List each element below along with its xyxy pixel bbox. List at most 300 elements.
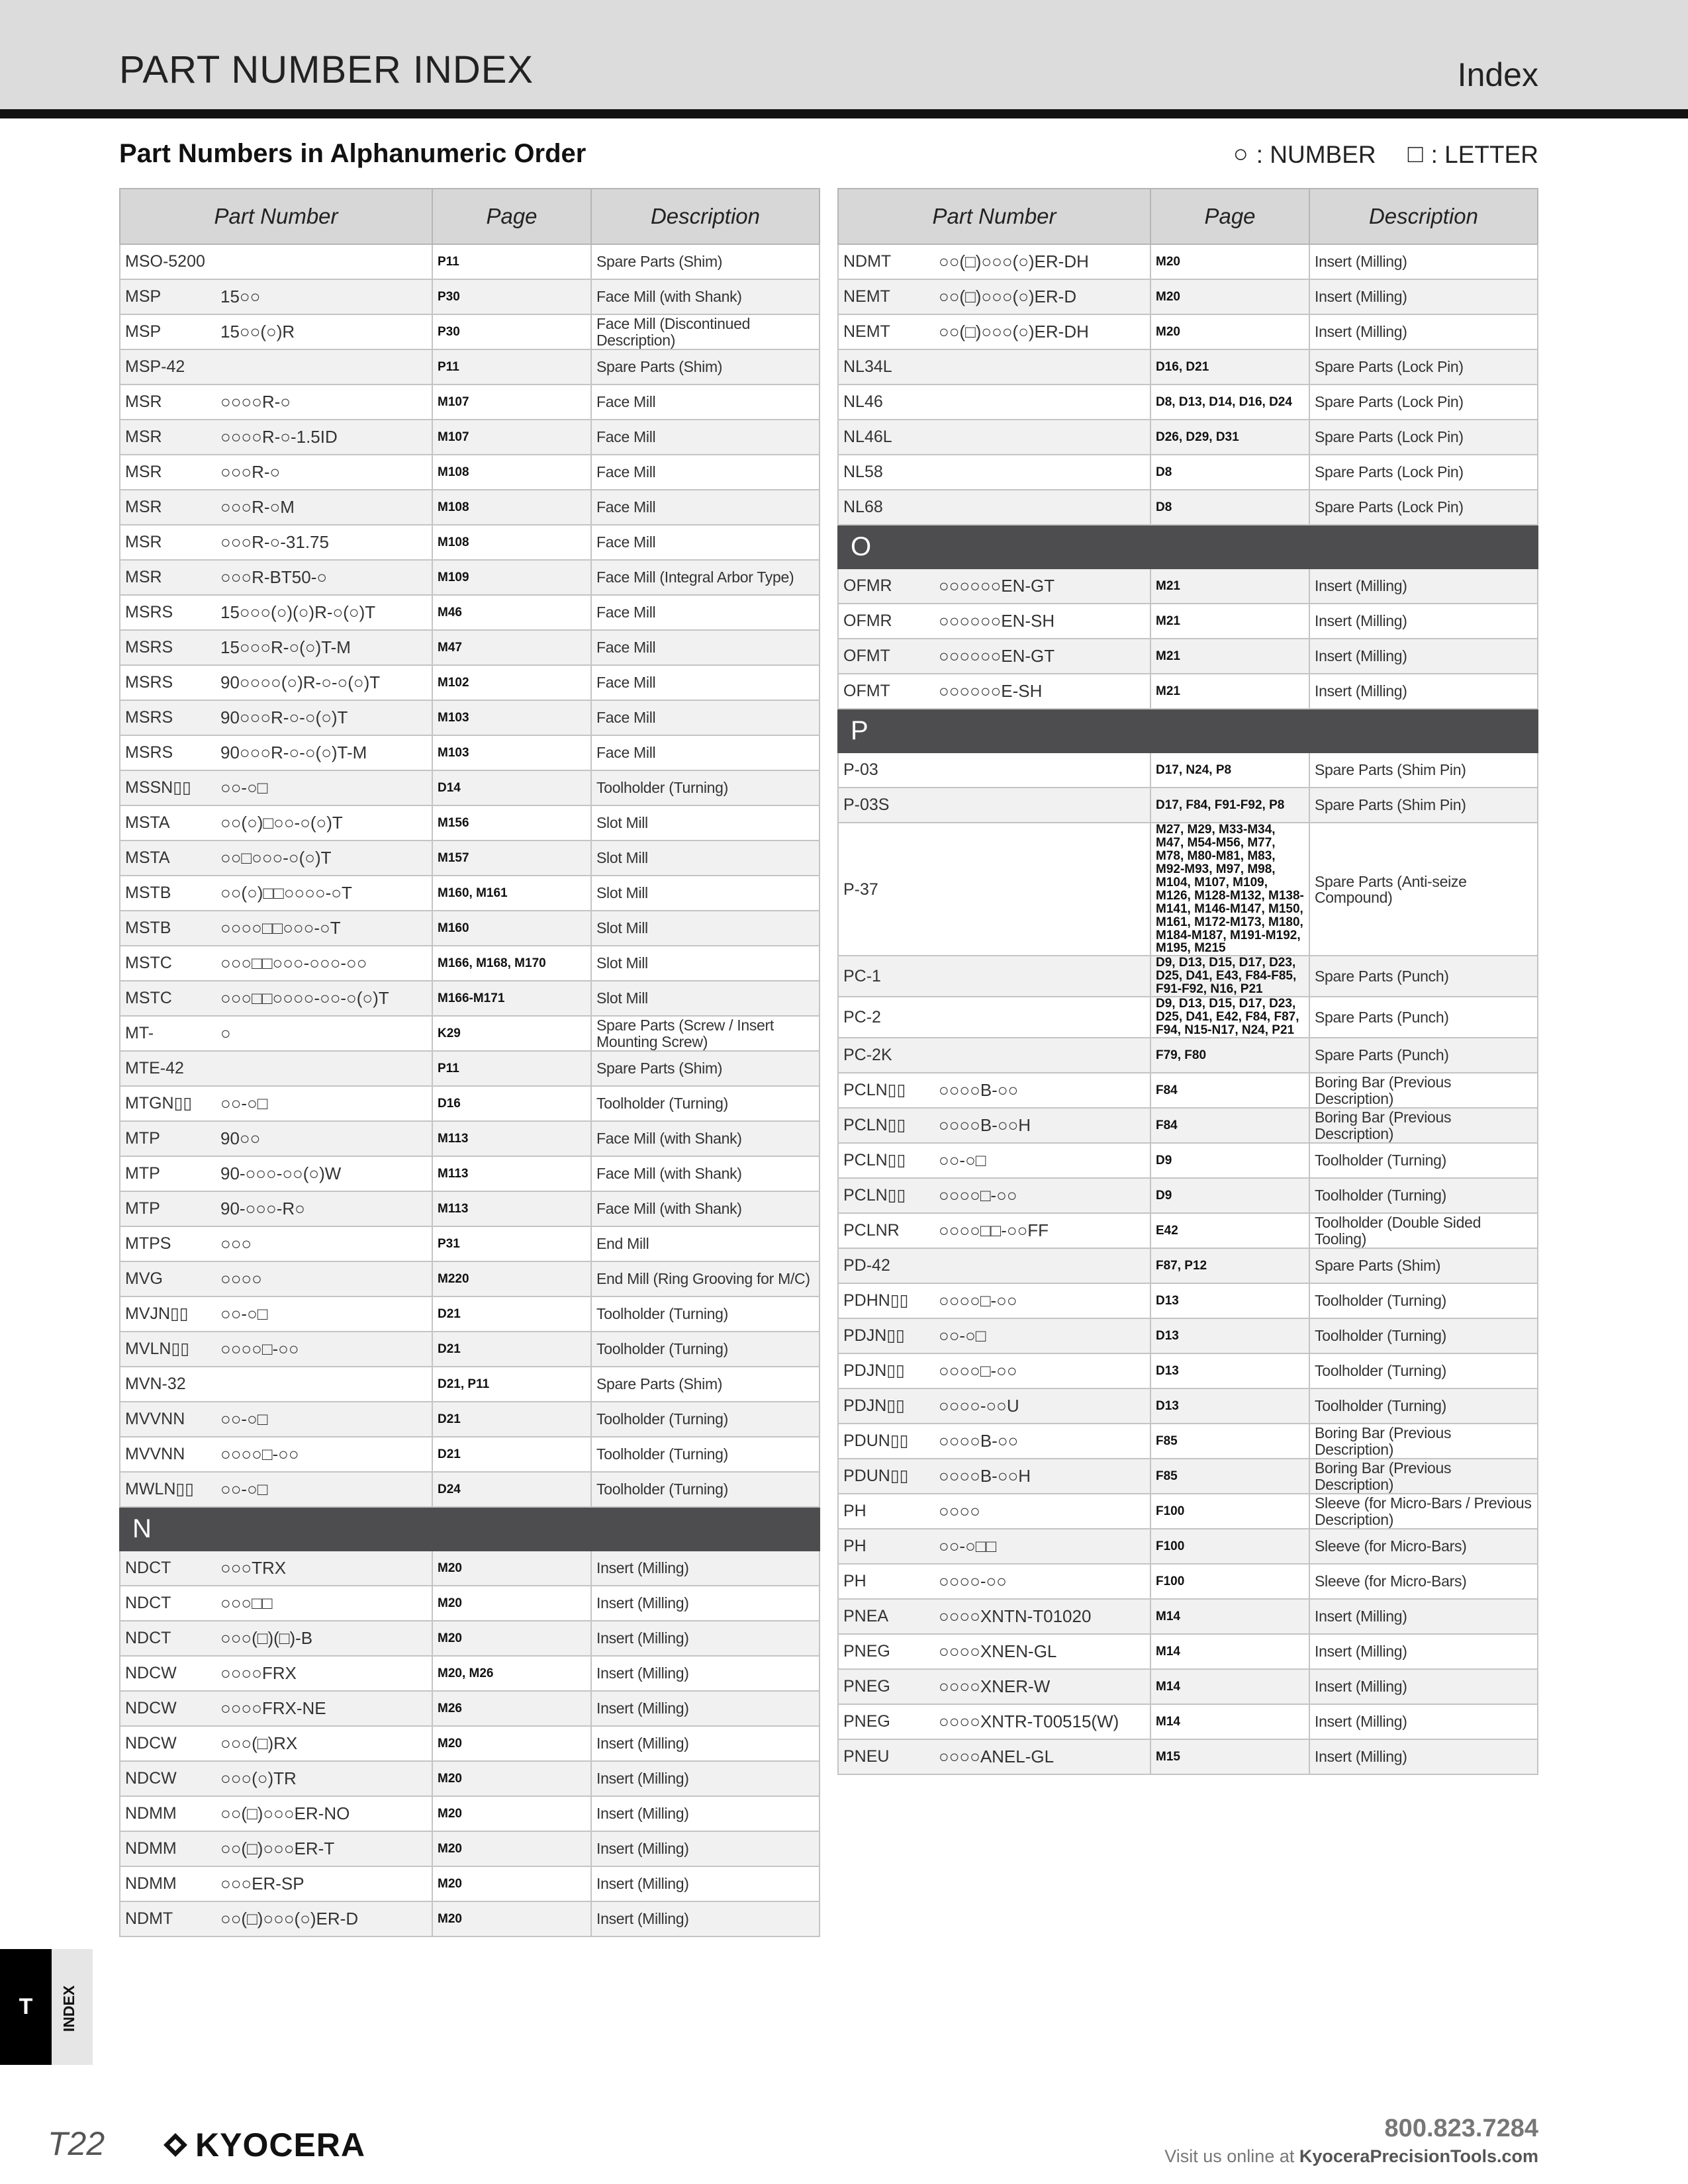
legend-letter: : LETTER	[1430, 140, 1538, 168]
part-prefix: NL68	[838, 490, 934, 525]
table-row	[838, 1143, 1538, 1178]
part-prefix: PH	[838, 1529, 934, 1564]
table-row	[120, 805, 820, 841]
part-pattern	[934, 1248, 1150, 1283]
part-description: Toolholder (Turning)	[591, 1297, 820, 1332]
table-row	[120, 244, 820, 279]
part-description: Face Mill	[591, 420, 820, 455]
part-pattern: ○○○○ANEL-GL	[934, 1739, 1150, 1774]
part-pattern	[216, 1367, 432, 1402]
part-prefix: NDMT	[120, 1901, 216, 1936]
part-prefix: PCLNR	[838, 1213, 934, 1248]
part-description: Spare Parts (Shim)	[591, 244, 820, 279]
part-pattern: ○○○○	[216, 1261, 432, 1297]
part-pattern	[934, 385, 1150, 420]
part-prefix: MSTB	[120, 911, 216, 946]
part-pattern	[934, 1038, 1150, 1073]
table-row	[120, 1156, 820, 1191]
table-row	[838, 788, 1538, 823]
table-row	[838, 674, 1538, 709]
part-prefix: OFMR	[838, 604, 934, 639]
part-pattern: ○○(□)○○○(○)ER-DH	[934, 244, 1150, 279]
part-description: Insert (Milling)	[591, 1901, 820, 1936]
part-pattern: ○○(○)□□○○○○-○T	[216, 876, 432, 911]
page-ref: M47	[432, 630, 591, 665]
part-description: Face Mill	[591, 595, 820, 630]
part-prefix: MTE-42	[120, 1051, 216, 1086]
part-prefix: MTGN▯▯	[120, 1086, 216, 1121]
symbol-legend	[1233, 140, 1538, 169]
part-description: Spare Parts (Lock Pin)	[1309, 385, 1538, 420]
part-description: Sleeve (for Micro-Bars / Previous Description)	[1309, 1494, 1538, 1529]
page-ref: M166, M168, M170	[432, 946, 591, 981]
part-prefix: NDCT	[120, 1621, 216, 1656]
page-ref: M113	[432, 1156, 591, 1191]
page-ref: M157	[432, 841, 591, 876]
table-row	[838, 1564, 1538, 1599]
page-ref: M20	[432, 1831, 591, 1866]
part-description: Insert (Milling)	[1309, 639, 1538, 674]
part-pattern: ○○(○)□○○-○(○)T	[216, 805, 432, 841]
table-row	[838, 385, 1538, 420]
table-row	[838, 1494, 1538, 1529]
part-pattern: ○○○○R-○-1.5ID	[216, 420, 432, 455]
page-ref: M27, M29, M33-M34, M47, M54-M56, M77, M78, M80-M81, M83, M92-M93, M97, M98, M104, M107, M109, M126, M128-M132, M138-M141, M146-M147, M150, M161, M172-M173, M180, M184-M187, M191-M192, M195, M215	[1150, 823, 1309, 956]
part-prefix: OFMT	[838, 674, 934, 709]
part-description: Insert (Milling)	[591, 1551, 820, 1586]
part-description: Face Mill (with Shank)	[591, 279, 820, 314]
page-ref: M20	[432, 1726, 591, 1761]
part-index-table-right	[837, 188, 1538, 1775]
part-pattern: ○○○○-○○U	[934, 1388, 1150, 1424]
page-ref: M107	[432, 420, 591, 455]
section-letter: O	[838, 525, 1538, 569]
part-pattern: ○○(□)○○○(○)ER-D	[934, 279, 1150, 314]
table-row	[838, 1739, 1538, 1774]
page-ref: M156	[432, 805, 591, 841]
part-pattern	[934, 823, 1150, 956]
table-row	[838, 823, 1538, 956]
table-row	[838, 1353, 1538, 1388]
part-description: Toolholder (Turning)	[1309, 1178, 1538, 1213]
part-prefix: OFMT	[838, 639, 934, 674]
part-prefix: PDJN▯▯	[838, 1388, 934, 1424]
page-ref: D9	[1150, 1178, 1309, 1213]
part-pattern: ○○○○R-○	[216, 385, 432, 420]
part-pattern	[934, 420, 1150, 455]
table-row	[120, 455, 820, 490]
part-prefix: PDUN▯▯	[838, 1424, 934, 1459]
part-prefix: MSTC	[120, 981, 216, 1016]
part-description: Toolholder (Turning)	[591, 770, 820, 805]
part-description: Spare Parts (Shim)	[591, 349, 820, 385]
part-pattern: ○○○○XNTR-T00515(W)	[934, 1704, 1150, 1739]
part-description: Insert (Milling)	[591, 1656, 820, 1691]
part-prefix: MTPS	[120, 1226, 216, 1261]
page-ref: M20	[432, 1551, 591, 1586]
part-description: Insert (Milling)	[591, 1726, 820, 1761]
page-ref: D21	[432, 1332, 591, 1367]
part-description: Toolholder (Turning)	[1309, 1143, 1538, 1178]
page-ref: D16	[432, 1086, 591, 1121]
part-prefix: PNEG	[838, 1634, 934, 1669]
table-row	[120, 1086, 820, 1121]
table-row	[120, 1402, 820, 1437]
part-description: Spare Parts (Shim)	[1309, 1248, 1538, 1283]
part-prefix: PD-42	[838, 1248, 934, 1283]
part-prefix: MSP-42	[120, 349, 216, 385]
table-row	[120, 911, 820, 946]
table-row	[120, 1551, 820, 1586]
page-ref: D21, P11	[432, 1367, 591, 1402]
part-pattern	[216, 244, 432, 279]
header-rule	[0, 109, 1688, 118]
page-ref: M20	[432, 1866, 591, 1901]
square-icon: □	[1407, 140, 1423, 168]
part-description: Insert (Milling)	[591, 1761, 820, 1796]
table-row	[838, 1283, 1538, 1318]
part-description: Face Mill	[591, 665, 820, 700]
part-pattern: 15○○○R-○(○)T-M	[216, 630, 432, 665]
part-pattern: ○○-○□	[216, 1402, 432, 1437]
part-prefix: MSTA	[120, 805, 216, 841]
phone-number: 800.823.7284	[1384, 2115, 1538, 2142]
part-description: Boring Bar (Previous Description)	[1309, 1459, 1538, 1494]
part-pattern	[216, 349, 432, 385]
page-ref: D9, D13, D15, D17, D23, D25, D41, E42, F84, F87, F94, N15-N17, N24, P21	[1150, 997, 1309, 1038]
part-prefix: NDMT	[838, 244, 934, 279]
part-description: Toolholder (Turning)	[1309, 1388, 1538, 1424]
page-ref: P30	[432, 314, 591, 349]
part-pattern: 15○○○(○)(○)R-○(○)T	[216, 595, 432, 630]
table-row	[120, 595, 820, 630]
table-row	[838, 349, 1538, 385]
kyocera-logo-icon	[162, 2132, 189, 2158]
page-ref: D21	[432, 1297, 591, 1332]
part-pattern: ○	[216, 1016, 432, 1051]
table-row	[120, 770, 820, 805]
table-row	[838, 1669, 1538, 1704]
table-row	[838, 1424, 1538, 1459]
table-row	[838, 1634, 1538, 1669]
page-ref: D13	[1150, 1283, 1309, 1318]
part-pattern	[934, 490, 1150, 525]
table-row	[120, 560, 820, 595]
page-ref: M14	[1150, 1634, 1309, 1669]
part-prefix: MVVNN	[120, 1402, 216, 1437]
part-prefix: NL46	[838, 385, 934, 420]
part-description: End Mill (Ring Grooving for M/C)	[591, 1261, 820, 1297]
part-prefix: MVVNN	[120, 1437, 216, 1472]
part-prefix: MSR	[120, 490, 216, 525]
part-pattern: ○○○R-○M	[216, 490, 432, 525]
part-prefix: NL46L	[838, 420, 934, 455]
part-description: Face Mill	[591, 490, 820, 525]
page-ref: F87, P12	[1150, 1248, 1309, 1283]
section-header	[838, 709, 1538, 752]
part-description: Insert (Milling)	[1309, 1599, 1538, 1634]
part-pattern: ○○○○○○EN-GT	[934, 639, 1150, 674]
table-row	[838, 956, 1538, 997]
table-row	[120, 279, 820, 314]
page-ref: M20	[1150, 244, 1309, 279]
page-ref: D8	[1150, 455, 1309, 490]
part-prefix: OFMR	[838, 569, 934, 604]
page-ref: M21	[1150, 569, 1309, 604]
part-description: Insert (Milling)	[1309, 1739, 1538, 1774]
page-ref: E42	[1150, 1213, 1309, 1248]
part-pattern	[934, 455, 1150, 490]
page-ref: F100	[1150, 1529, 1309, 1564]
page-ref: M220	[432, 1261, 591, 1297]
page-ref: M160, M161	[432, 876, 591, 911]
part-pattern: ○○○□□○○○-○○○-○○	[216, 946, 432, 981]
part-pattern: ○○○TRX	[216, 1551, 432, 1586]
part-pattern: ○○-○□	[216, 1086, 432, 1121]
part-description: Face Mill	[591, 700, 820, 735]
part-pattern: ○○○○□□○○○-○T	[216, 911, 432, 946]
part-prefix: MSR	[120, 385, 216, 420]
page-ref: M108	[432, 525, 591, 560]
part-prefix: PNEG	[838, 1704, 934, 1739]
part-prefix: PDJN▯▯	[838, 1353, 934, 1388]
part-description: Spare Parts (Shim)	[591, 1051, 820, 1086]
table-row	[838, 752, 1538, 788]
table-row	[838, 1704, 1538, 1739]
section-header	[120, 1507, 820, 1551]
page-ref: M14	[1150, 1704, 1309, 1739]
page-ref: D24	[432, 1472, 591, 1507]
page-ref: D13	[1150, 1318, 1309, 1353]
page-ref: M21	[1150, 604, 1309, 639]
part-description: Sleeve (for Micro-Bars)	[1309, 1529, 1538, 1564]
brand-name: KYOCERA	[195, 2126, 366, 2163]
part-prefix: MSRS	[120, 630, 216, 665]
part-pattern: ○○○○○○EN-GT	[934, 569, 1150, 604]
part-pattern: ○○○○○○E-SH	[934, 674, 1150, 709]
page-ref: D17, F84, F91-F92, P8	[1150, 788, 1309, 823]
table-row	[120, 1831, 820, 1866]
legend-number: : NUMBER	[1256, 140, 1376, 168]
page-ref: M20	[432, 1586, 591, 1621]
part-pattern	[934, 997, 1150, 1038]
left-table-body	[120, 244, 820, 1936]
part-prefix: MSRS	[120, 665, 216, 700]
part-pattern: ○○(□)○○○ER-T	[216, 1831, 432, 1866]
table-row	[120, 1472, 820, 1507]
table-row	[120, 1297, 820, 1332]
page-ref: P31	[432, 1226, 591, 1261]
part-pattern: ○○○R-○-31.75	[216, 525, 432, 560]
part-prefix: PNEU	[838, 1739, 934, 1774]
part-pattern	[216, 1051, 432, 1086]
side-tab-letter[interactable]: T	[0, 1949, 52, 2065]
part-pattern: ○○○○-○○	[934, 1564, 1150, 1599]
part-description: End Mill	[591, 1226, 820, 1261]
page-ref: M109	[432, 560, 591, 595]
part-description: Spare Parts (Punch)	[1309, 956, 1538, 997]
page-ref: D9, D13, D15, D17, D23, D25, D41, E43, F84-F85, F91-F92, N16, P21	[1150, 956, 1309, 997]
part-pattern: ○○○○XNTN-T01020	[934, 1599, 1150, 1634]
part-description: Toolholder (Turning)	[1309, 1318, 1538, 1353]
part-prefix: P-03	[838, 752, 934, 788]
part-prefix: MSSN▯▯	[120, 770, 216, 805]
part-pattern: ○○○(□)RX	[216, 1726, 432, 1761]
table-row	[838, 1248, 1538, 1283]
part-prefix: PCLN▯▯	[838, 1108, 934, 1143]
part-pattern: ○○(□)○○○ER-NO	[216, 1796, 432, 1831]
table-row	[838, 455, 1538, 490]
table-row	[838, 604, 1538, 639]
part-description: Slot Mill	[591, 911, 820, 946]
part-description: Face Mill	[591, 630, 820, 665]
part-prefix: MSO-5200	[120, 244, 216, 279]
part-pattern: ○○○○□-○○	[216, 1437, 432, 1472]
index-subtitle: Part Numbers in Alphanumeric Order	[119, 139, 586, 168]
part-prefix: PC-2	[838, 997, 934, 1038]
page-ref: D9	[1150, 1143, 1309, 1178]
table-row	[120, 1901, 820, 1936]
part-prefix: MSR	[120, 560, 216, 595]
part-prefix: NEMT	[838, 279, 934, 314]
page-ref: M113	[432, 1121, 591, 1156]
part-pattern: ○○○○B-○○	[934, 1424, 1150, 1459]
part-prefix: MSRS	[120, 700, 216, 735]
col-header-page: Page	[1150, 189, 1309, 244]
page-ref: M20	[432, 1621, 591, 1656]
part-description: Insert (Milling)	[1309, 674, 1538, 709]
part-index-table-left	[119, 188, 820, 1937]
table-row	[120, 1332, 820, 1367]
page-ref: M103	[432, 735, 591, 770]
part-prefix: NDCT	[120, 1551, 216, 1586]
part-pattern: ○○○	[216, 1226, 432, 1261]
part-prefix: MVJN▯▯	[120, 1297, 216, 1332]
table-row	[838, 1108, 1538, 1143]
page-ref: M20	[1150, 279, 1309, 314]
kyocera-logo	[162, 2126, 365, 2164]
page-ref: M166-M171	[432, 981, 591, 1016]
part-prefix: NDMM	[120, 1796, 216, 1831]
part-pattern: ○○-○□	[934, 1318, 1150, 1353]
table-row	[120, 1726, 820, 1761]
visit-prefix: Visit us online at	[1164, 2146, 1295, 2166]
col-header-description: Description	[591, 189, 820, 244]
page-ref: M108	[432, 455, 591, 490]
part-prefix: PDHN▯▯	[838, 1283, 934, 1318]
part-prefix: MSRS	[120, 595, 216, 630]
page-ref: M108	[432, 490, 591, 525]
part-pattern	[934, 956, 1150, 997]
part-description: Insert (Milling)	[1309, 1634, 1538, 1669]
section-letter: N	[120, 1507, 820, 1551]
table-row	[120, 1191, 820, 1226]
page-ref: M20	[1150, 314, 1309, 349]
page-ref: D21	[432, 1402, 591, 1437]
table-row	[120, 1621, 820, 1656]
table-row	[120, 385, 820, 420]
part-pattern: ○○○○XNEN-GL	[934, 1634, 1150, 1669]
part-description: Insert (Milling)	[1309, 314, 1538, 349]
part-prefix: NDMM	[120, 1866, 216, 1901]
page-ref: P11	[432, 1051, 591, 1086]
part-description: Slot Mill	[591, 946, 820, 981]
part-prefix: PH	[838, 1494, 934, 1529]
page-ref: M20	[432, 1901, 591, 1936]
page-ref: D14	[432, 770, 591, 805]
part-description: Insert (Milling)	[591, 1691, 820, 1726]
part-description: Toolholder (Turning)	[1309, 1353, 1538, 1388]
part-prefix: MVN-32	[120, 1367, 216, 1402]
part-description: Insert (Milling)	[591, 1621, 820, 1656]
part-pattern: ○○○(○)TR	[216, 1761, 432, 1796]
table-row	[120, 1051, 820, 1086]
page-ref: F84	[1150, 1108, 1309, 1143]
part-description: Spare Parts (Screw / Insert Mounting Screw)	[591, 1016, 820, 1051]
table-row	[838, 314, 1538, 349]
part-prefix: PNEG	[838, 1669, 934, 1704]
website-link[interactable]: KyoceraPrecisionTools.com	[1299, 2146, 1538, 2166]
part-description: Slot Mill	[591, 876, 820, 911]
table-row	[120, 349, 820, 385]
part-description: Spare Parts (Shim Pin)	[1309, 788, 1538, 823]
page-ref: D16, D21	[1150, 349, 1309, 385]
page-ref: D17, N24, P8	[1150, 752, 1309, 788]
col-header-part-number: Part Number	[838, 189, 1150, 244]
part-pattern: ○○○○□-○○	[216, 1332, 432, 1367]
part-prefix: PCLN▯▯	[838, 1178, 934, 1213]
page-ref: M103	[432, 700, 591, 735]
part-prefix: PNEA	[838, 1599, 934, 1634]
table-row	[120, 1437, 820, 1472]
table-row	[838, 1529, 1538, 1564]
col-header-part-number: Part Number	[120, 189, 432, 244]
part-description: Toolholder (Double Sided Tooling)	[1309, 1213, 1538, 1248]
part-pattern: ○○○○□-○○	[934, 1178, 1150, 1213]
part-pattern: ○○○○B-○○	[934, 1073, 1150, 1108]
part-pattern: ○○○□□○○○○-○○-○(○)T	[216, 981, 432, 1016]
part-prefix: MTP	[120, 1156, 216, 1191]
part-pattern: 15○○	[216, 279, 432, 314]
part-description: Spare Parts (Punch)	[1309, 1038, 1538, 1073]
part-prefix: NDCW	[120, 1761, 216, 1796]
part-prefix: PDUN▯▯	[838, 1459, 934, 1494]
page-ref: F85	[1150, 1459, 1309, 1494]
part-description: Slot Mill	[591, 841, 820, 876]
page-ref: M21	[1150, 674, 1309, 709]
part-pattern: ○○-○□	[216, 1297, 432, 1332]
table-row	[120, 490, 820, 525]
table-row	[120, 1761, 820, 1796]
part-description: Spare Parts (Anti-seize Compound)	[1309, 823, 1538, 956]
page-ref: D13	[1150, 1353, 1309, 1388]
part-prefix: PH	[838, 1564, 934, 1599]
circle-icon: ○	[1233, 140, 1248, 168]
table-row	[838, 1213, 1538, 1248]
part-pattern: 90-○○○-○○(○)W	[216, 1156, 432, 1191]
part-description: Toolholder (Turning)	[591, 1402, 820, 1437]
part-pattern: ○○○○	[934, 1494, 1150, 1529]
table-row	[838, 1318, 1538, 1353]
page-ref: F84	[1150, 1073, 1309, 1108]
page-ref: M26	[432, 1691, 591, 1726]
col-header-description: Description	[1309, 189, 1538, 244]
part-description: Toolholder (Turning)	[591, 1472, 820, 1507]
page-ref: M15	[1150, 1739, 1309, 1774]
part-description: Insert (Milling)	[1309, 279, 1538, 314]
table-row	[120, 1656, 820, 1691]
part-description: Insert (Milling)	[1309, 604, 1538, 639]
